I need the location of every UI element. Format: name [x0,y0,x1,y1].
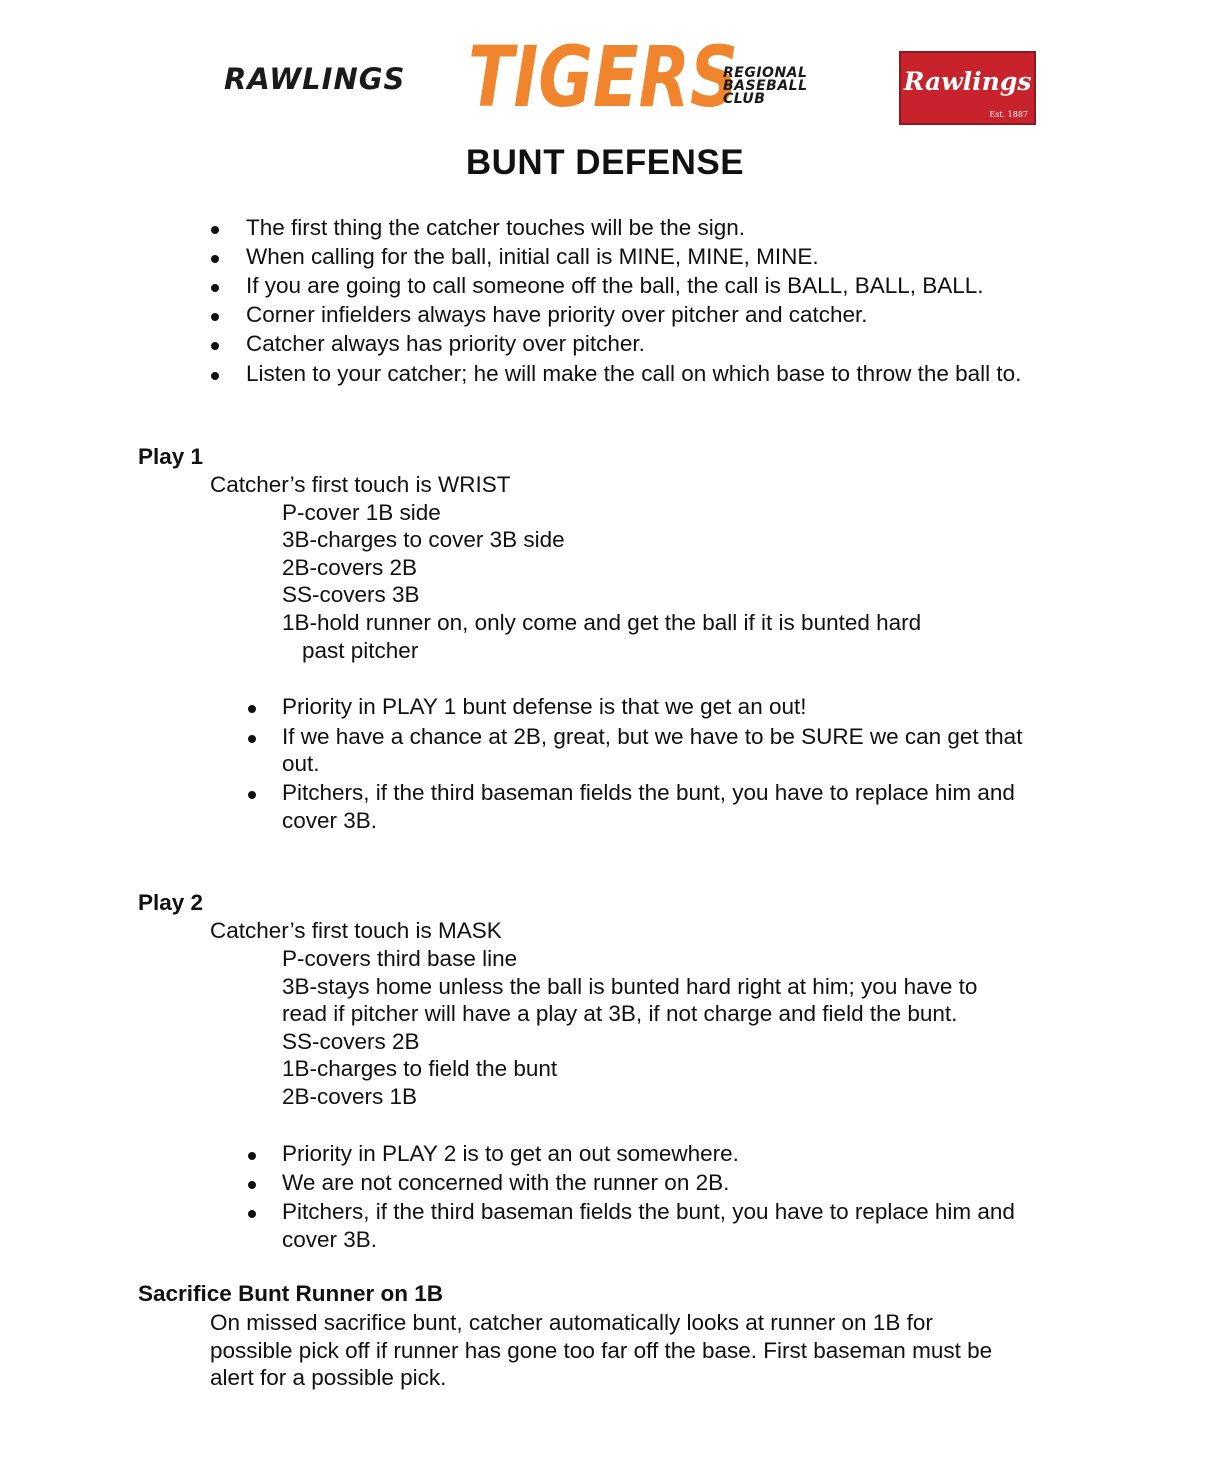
play1-note: out. [282,751,320,776]
sacrifice-text: possible pick off if runner has gone too far off the base. First baseman must be [210,1338,993,1363]
play2-assignment: 2B-covers 1B [282,1084,418,1109]
play2-heading: Play 2 [138,890,204,915]
bullet-point [211,313,219,321]
play1-catcher-touch: Catcher’s first touch is WRIST [210,472,511,497]
bullet-point [211,372,219,380]
play1-assignment: 3B-charges to cover 3B side [282,527,565,552]
rule-item: Catcher always has priority over pitcher. [246,331,645,356]
play1-assignment: past pitcher [302,638,419,663]
play2-assignment: SS-covers 2B [282,1029,420,1054]
play2-assignment: 1B-charges to field the bunt [282,1056,558,1081]
bullet-point [248,791,256,799]
play1-assignment: SS-covers 3B [282,582,420,607]
play1-assignment: 2B-covers 2B [282,555,418,580]
bullet-point [211,342,219,350]
page-header [0,0,1210,140]
bullet-point [248,705,256,713]
play1-note: If we have a chance at 2B, great, but we have to be SURE we can get that [282,724,1023,749]
rule-item: If you are going to call someone off the ball, the call is BALL, BALL, BALL. [246,273,984,298]
bullet-point [211,284,219,292]
play2-assignment: P-covers third base line [282,946,518,971]
play1-assignment: 1B-hold runner on, only come and get the ball if it is bunted hard [282,610,922,635]
play1-note: Pitchers, if the third baseman fields the bunt, you have to replace him and [282,780,1015,805]
sacrifice-heading: Sacrifice Bunt Runner on 1B [138,1281,444,1306]
play2-note: Priority in PLAY 2 is to get an out somewhere. [282,1141,739,1166]
play1-assignment: P-cover 1B side [282,500,441,525]
bullet-point [248,735,256,743]
play2-assignment: read if pitcher will have a play at 3B, if not charge and field the bunt. [282,1001,958,1026]
rule-item: The first thing the catcher touches will be the sign. [246,215,746,240]
rule-item: When calling for the ball, initial call is MINE, MINE, MINE. [246,244,819,269]
play2-note: Pitchers, if the third baseman fields the bunt, you have to replace him and [282,1199,1015,1224]
tigers-logo [466,30,751,120]
rule-item: Corner infielders always have priority over pitcher and catcher. [246,302,868,327]
svg-text:TIGERS: TIGERS [468,30,738,120]
bullet-point [248,1181,256,1189]
play2-note: We are not concerned with the runner on 2B. [282,1170,730,1195]
play1-note: cover 3B. [282,808,378,833]
bullet-point [248,1210,256,1218]
rawlings-wordmark: RAWLINGS [224,62,406,96]
page-title: BUNT DEFENSE [465,143,745,182]
play2-catcher-touch: Catcher’s first touch is MASK [210,918,502,943]
bullet-point [211,226,219,234]
regional-baseball-club-text: REGIONAL BASEBALL CLUB [723,65,808,107]
play2-assignment: 3B-stays home unless the ball is bunted hard right at him; you have to [282,974,978,999]
rule-item: Listen to your catcher; he will make the call on which base to throw the ball to. [246,361,1022,386]
play2-note: cover 3B. [282,1227,378,1252]
sacrifice-text: On missed sacrifice bunt, catcher automatically looks at runner on 1B for [210,1310,933,1335]
bullet-point [211,255,219,263]
play1-note: Priority in PLAY 1 bunt defense is that we get an out! [282,694,807,719]
rawlings-patch-logo: Rawlings Est. 1887 [899,51,1036,125]
bullet-point [248,1152,256,1160]
sacrifice-text: alert for a possible pick. [210,1365,447,1390]
play1-heading: Play 1 [138,444,204,469]
